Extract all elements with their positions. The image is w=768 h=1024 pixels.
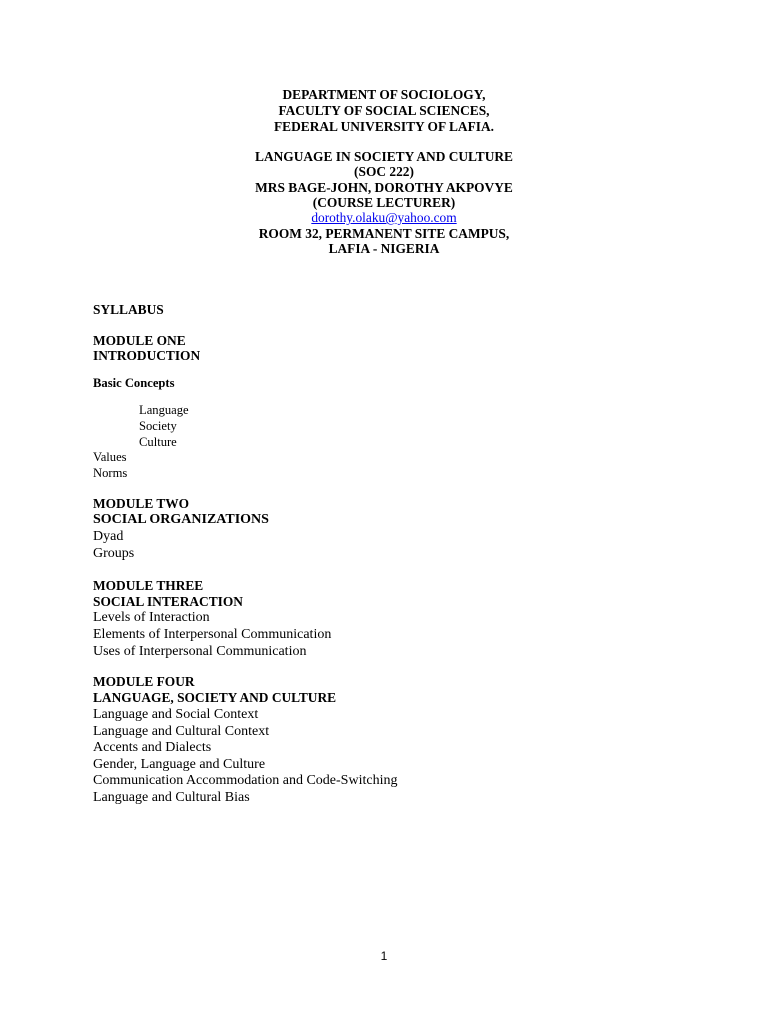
course-title: LANGUAGE IN SOCIETY AND CULTURE xyxy=(255,149,513,164)
list-item: Language and Cultural Context xyxy=(93,724,270,739)
faculty-line: FACULTY OF SOCIAL SCIENCES, xyxy=(278,103,490,118)
email-line-wrapper xyxy=(0,211,768,224)
list-item: Elements of Interpersonal Communication xyxy=(93,627,332,642)
list-item: Gender, Language and Culture xyxy=(93,757,266,772)
lecturer-name: MRS BAGE-JOHN, DOROTHY AKPOVYE xyxy=(255,180,513,195)
module-four-number: MODULE FOUR xyxy=(93,674,195,689)
list-item: Norms xyxy=(93,466,128,480)
page-number: 1 xyxy=(380,949,388,963)
module-two-title: SOCIAL ORGANIZATIONS xyxy=(93,512,269,527)
list-item: Groups xyxy=(93,546,135,561)
syllabus-heading: SYLLABUS xyxy=(93,302,164,317)
list-item: Communication Accommodation and Code-Switching xyxy=(93,773,398,788)
list-item: Values xyxy=(93,450,127,464)
module-three-title: SOCIAL INTERACTION xyxy=(93,594,243,609)
list-item: Language xyxy=(139,403,189,417)
course-code: (SOC 222) xyxy=(354,164,414,179)
list-item: Uses of Interpersonal Communication xyxy=(93,644,307,659)
list-item: Culture xyxy=(139,435,177,449)
list-item: Accents and Dialects xyxy=(93,740,212,755)
location-line: LAFIA - NIGERIA xyxy=(328,241,440,256)
module-one-subheading: Basic Concepts xyxy=(93,376,175,390)
module-one-title: INTRODUCTION xyxy=(93,348,201,363)
list-item: Dyad xyxy=(93,529,124,544)
module-four-title: LANGUAGE, SOCIETY AND CULTURE xyxy=(93,690,337,705)
list-item: Society xyxy=(139,419,177,433)
list-item: Language and Social Context xyxy=(93,707,259,722)
list-item: Language and Cultural Bias xyxy=(93,790,250,805)
room-line: ROOM 32, PERMANENT SITE CAMPUS, xyxy=(258,226,510,241)
department-line: DEPARTMENT OF SOCIOLOGY, xyxy=(282,87,486,102)
module-one-number: MODULE ONE xyxy=(93,333,186,348)
university-line: FEDERAL UNIVERSITY OF LAFIA. xyxy=(274,119,494,134)
email-link[interactable]: dorothy.olaku@yahoo.com xyxy=(311,210,457,225)
module-two-number: MODULE TWO xyxy=(93,496,190,511)
lecturer-role: (COURSE LECTURER) xyxy=(312,195,456,210)
module-three-number: MODULE THREE xyxy=(93,578,204,593)
list-item: Levels of Interaction xyxy=(93,610,210,625)
